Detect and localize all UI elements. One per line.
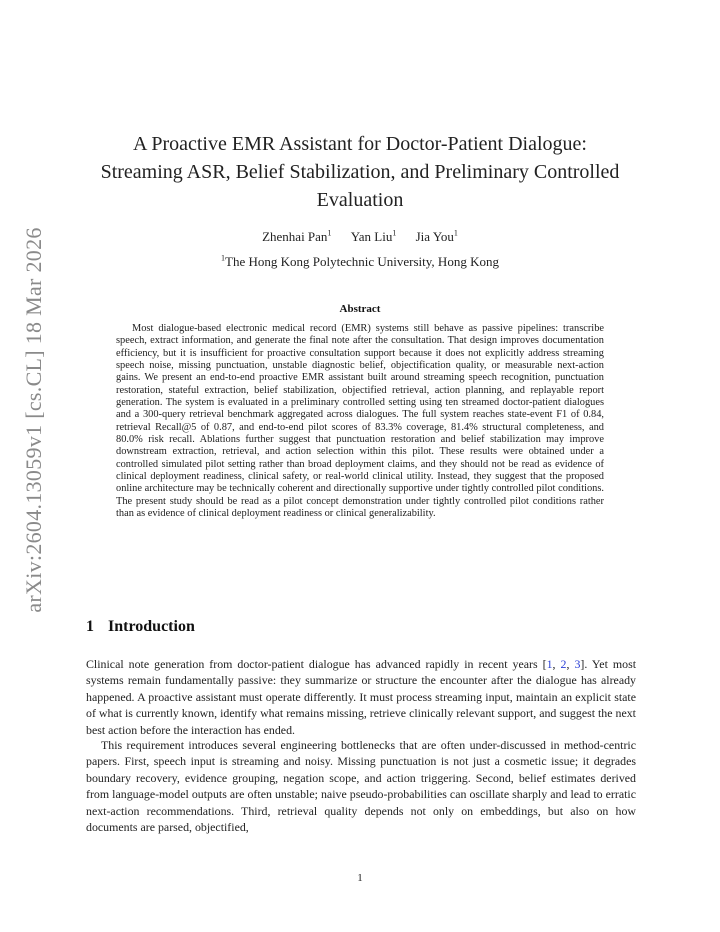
intro-paragraph-2: This requirement introduces several engineering bottlenecks that are often under-discussed in method-centric papers. First, speech input is streaming and noisy. Missing punctuation is not just a cosmetic issue; it degrades boundary recovery, evidence grouping, negation scope, and action triggering. Second, belief estimates derived from language-model outputs are often unstable; naive pseudo-probabilities can oscillate sharply and lead to erratic next-action recommendations. Third, retrieval quality depends not only on embeddings, but also on how documents are parsed, objectified,: [86, 738, 636, 835]
abstract-text: Most dialogue-based electronic medical record (EMR) systems still behave as passive pipelines: transcribe speech, extract information, and generate the final note after the consultation. That design improves documentation efficiency, but it is insufficient for proactive consultation support because it does not explicitly address streaming speech noise, missing punctuation, unstable diagnostic belief, objectification quality, or measurable next-action gains. We present an end-to-end proactive EMR assistant built around streaming speech recognition, punctuation restoration, stateful extraction, belief stabilization, objectified retrieval, action planning, and replayable report generation. The system is evaluated in a preliminary controlled setting using ten streamed doctor-patient dialogues and a 300-query retrieval benchmark aggregated across dialogues. The full system reaches state-event F1 of 0.84, retrieval Recall@5 of 0.87, and end-to-end pilot scores of 83.3% coverage, 81.4% structural completeness, and 80.0% risk recall. Ablations further suggest that punctuation restoration and belief stabilization may improve downstream extraction, retrieval, and action selection within this pilot. These results were obtained under a controlled simulated pilot setting rather than broad deployment claims, and they should not be read as evidence of clinical deployment readiness, clinical safety, or real-world clinical utility. Instead, they suggest that the proposed online architecture may be technically coherent and directionally supportive under tightly controlled pilot conditions. The present study should be read as a pilot concept demonstration under tightly controlled pilot conditions rather than as evidence of clinical deployment readiness or clinical generalizability.: [116, 323, 604, 520]
paragraph-text: Clinical note generation from doctor-patient dialogue has advanced rapidly in recent years [: [86, 657, 547, 671]
title-line: A Proactive EMR Assistant for Doctor-Patient Dialogue:: [133, 133, 587, 155]
paper-title: [80, 130, 640, 214]
author-name: Jia You: [415, 229, 454, 244]
paragraph-text: ]. Yet most systems remain fundamentally passive: they summarize or structure the encounter after the dialogue has already happened. A proactive assistant must operate differently. It must process streaming input, maintain an explicit state of what is currently known, identify what remains missing, retrieve clinically relevant support, and suggest the next best action before the interaction has ended.: [86, 657, 636, 737]
author: [416, 229, 458, 244]
citation-link[interactable]: 1: [546, 657, 553, 671]
author-list: [80, 229, 640, 245]
arxiv-identifier[interactable]: arXiv:2604.13059v1 [cs.CL] 18 Mar 2026: [21, 227, 46, 613]
section-heading: [86, 618, 195, 636]
author: [262, 229, 331, 244]
author-name: Yan Liu: [350, 229, 393, 244]
author-affiliation-mark: 1: [392, 228, 397, 238]
abstract-heading: Abstract: [339, 303, 381, 315]
author-affiliation-mark: 1: [327, 228, 332, 238]
citation-link[interactable]: 2: [560, 657, 567, 671]
author-name: Zhenhai Pan: [262, 229, 328, 244]
title-line: Evaluation: [316, 189, 404, 211]
author: [351, 229, 397, 244]
arxiv-sidebar: [16, 150, 52, 690]
section-number: 1: [86, 618, 94, 635]
affiliation-text: The Hong Kong Polytechnic University, Hong Kong: [225, 254, 499, 269]
intro-paragraph-1: Clinical note generation from doctor-patient dialogue has advanced rapidly in recent years [1, 2, 3]. Yet most systems remain fundamentally passive: they summarize or structure the encounter after the dialogue has already happened. A proactive assistant must operate differently. It must process streaming input, maintain an explicit state of what is currently known, identify what remains missing, retrieve clinically relevant support, and suggest the next best action before the interaction has ended.: [86, 657, 636, 737]
page-number: 1: [357, 872, 363, 884]
citation-link[interactable]: 3: [574, 657, 581, 671]
author-affiliation-mark: 1: [453, 228, 458, 238]
title-line: Streaming ASR, Belief Stabilization, and Preliminary Controlled: [100, 161, 620, 183]
section-title: Introduction: [108, 618, 195, 635]
affiliation-mark: 1: [221, 253, 226, 263]
affiliation: [80, 254, 640, 270]
